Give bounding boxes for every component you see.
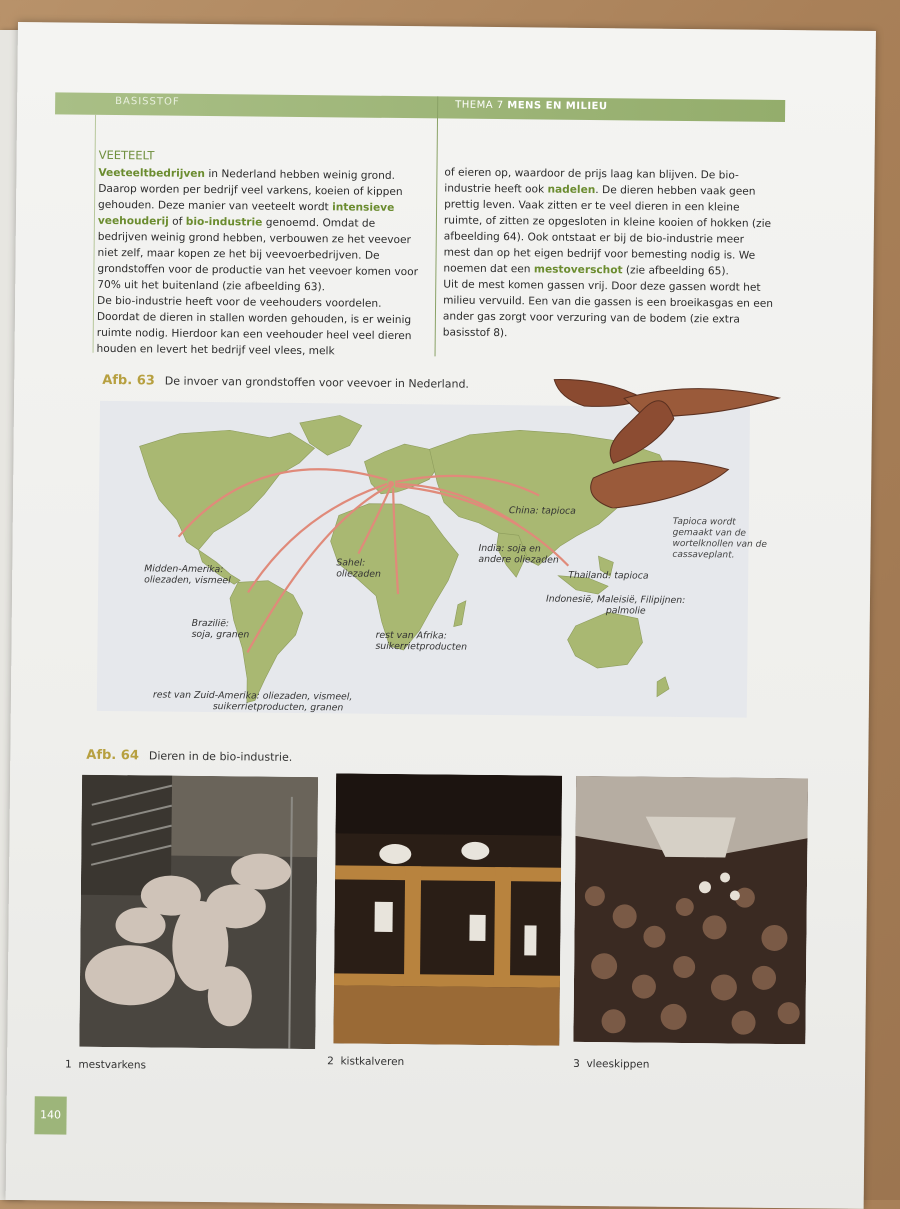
label-india <box>478 543 559 566</box>
label-line: soja, granen <box>191 628 250 641</box>
textbook-page <box>6 22 876 1209</box>
caption-3 <box>573 1058 649 1071</box>
label-line: andere oliezaden <box>478 553 559 566</box>
tapioca-roots-illustration <box>543 368 784 511</box>
caption-label: mestvarkens <box>78 1058 147 1072</box>
photo-mestvarkens <box>79 775 318 1049</box>
label-rest-afrika <box>375 630 467 653</box>
label-line: suikerrietproducten <box>375 640 468 653</box>
text: (zie afbeelding 65). <box>622 264 729 278</box>
paragraph-1 <box>97 165 428 296</box>
caption-number: 1 <box>65 1058 72 1071</box>
caption-1 <box>65 1059 146 1072</box>
figure-caption-text: De invoer van grondstoffen voor veevoer in Nederland. <box>164 374 470 391</box>
text: of <box>168 215 186 228</box>
label-midden-amerika <box>144 563 231 586</box>
text: . De dieren hebben vaak geen prettig leven. Vaak zitten er te veel dieren in een kleine ruimte, of zitten ze opgesloten in kleine kooien of hokken (zie afbeelding 64). Ook ontstaat er bij de bio-industrie meer mest dan op het eigen bedrijf voor bemesting nodig is. We noemen dat een <box>443 184 772 276</box>
paragraph-2: De bio-industrie heeft voor de veehouders voordelen. Doordat de dieren in stallen worden gehouden, is er weinig ruimte nodig. Hierdoor kan een veehouder heel veel dieren houden en levert het bedrijf veel vlees, melk <box>96 294 412 358</box>
text: of eieren op, waardoor de prijs laag kan blijven. De bio-industrie heeft ook <box>444 166 739 196</box>
header-section-label: BASISSTOF <box>115 96 180 108</box>
text: genoemd. Omdat de bedrijven weinig grond hebben, verbouwen ze het veevoer niet zelf, maar kopen ze het bij veevoerbedrijven. De grondstoffen voor de productie van het veevoer komen voor 70% uit het buitenland (zie afbeelding 63). <box>97 216 419 294</box>
chickens-photo <box>573 776 808 1044</box>
caption-label: kistkalveren <box>340 1055 405 1069</box>
figure-number: Afb. 63 <box>102 372 155 389</box>
keyword: nadelen <box>547 183 596 197</box>
figure-63-caption <box>102 373 469 392</box>
figure-caption-text: Dieren in de bio-industrie. <box>148 749 293 764</box>
keyword: Veeteeltbedrijven <box>98 166 206 180</box>
page-number: 140 <box>34 1096 66 1134</box>
label-line: Brazilië: <box>191 617 230 630</box>
pigs-photo <box>79 775 318 1049</box>
label-indonesie <box>546 594 686 617</box>
label-line: palmolie <box>605 605 646 617</box>
header-theme <box>455 100 607 113</box>
figure-number: Afb. 64 <box>86 747 139 764</box>
label-line: Sahel: <box>336 557 366 569</box>
section-title: VEETEELT <box>98 147 155 163</box>
label-sahel <box>336 557 381 579</box>
label-line: rest van Zuid-Amerika: oliezaden, vismeel, <box>152 689 353 703</box>
label-zuid-amerika <box>153 689 353 713</box>
tapioca-caption: Tapioca wordt gemaakt van de wortelknollen van de cassaveplant. <box>672 516 767 561</box>
caption-2 <box>327 1055 404 1068</box>
text: in Nederland hebben weinig grond. Daarop worden per bedrijf veel varkens, koeien of kippen gehouden. Deze manier van veeteelt wordt <box>98 167 403 214</box>
header-theme-title: MENS EN MILIEU <box>507 100 608 113</box>
label-china: China: tapioca <box>508 505 576 517</box>
figure-64-caption <box>86 748 292 765</box>
header-theme-number: THEMA 7 <box>455 99 504 112</box>
keyword: intensieve veehouderij <box>97 201 395 228</box>
label-line: suikerrietproducten, granen <box>212 701 344 714</box>
caption-number: 3 <box>573 1057 580 1070</box>
keyword: mestoverschot <box>533 263 623 277</box>
paragraph-3 <box>443 164 774 279</box>
label-line: oliezaden <box>336 568 381 580</box>
keyword: bio-industrie <box>185 215 263 229</box>
caption-label: vleeskippen <box>586 1058 650 1071</box>
photo-vleeskippen <box>573 776 808 1044</box>
label-line: Midden-Amerika: <box>144 563 224 576</box>
label-brazilie <box>192 618 250 641</box>
left-text-column <box>96 147 428 360</box>
label-line: Indonesië, Maleisië, Filipijnen: <box>545 593 686 607</box>
header-band <box>55 92 785 122</box>
paragraph-4: Uit de mest komen gassen vrij. Door deze gassen wordt het milieu vervuild. Een van die gassen is een broeikasgas en een ander gas zorgt voor verzuring van de bodem (zie extra basisstof 8). <box>442 278 774 340</box>
right-text-column <box>443 164 775 343</box>
label-line: India: soja en <box>478 542 541 555</box>
column-divider <box>435 96 439 356</box>
label-line: oliezaden, vismeel <box>144 574 231 587</box>
label-line: rest van Afrika: <box>375 629 447 642</box>
calves-photo <box>333 773 562 1045</box>
left-margin-line <box>93 115 96 353</box>
photo-kistkalveren <box>333 773 562 1045</box>
caption-number: 2 <box>327 1055 334 1068</box>
label-thailand: Thailand: tapioca <box>568 569 649 582</box>
